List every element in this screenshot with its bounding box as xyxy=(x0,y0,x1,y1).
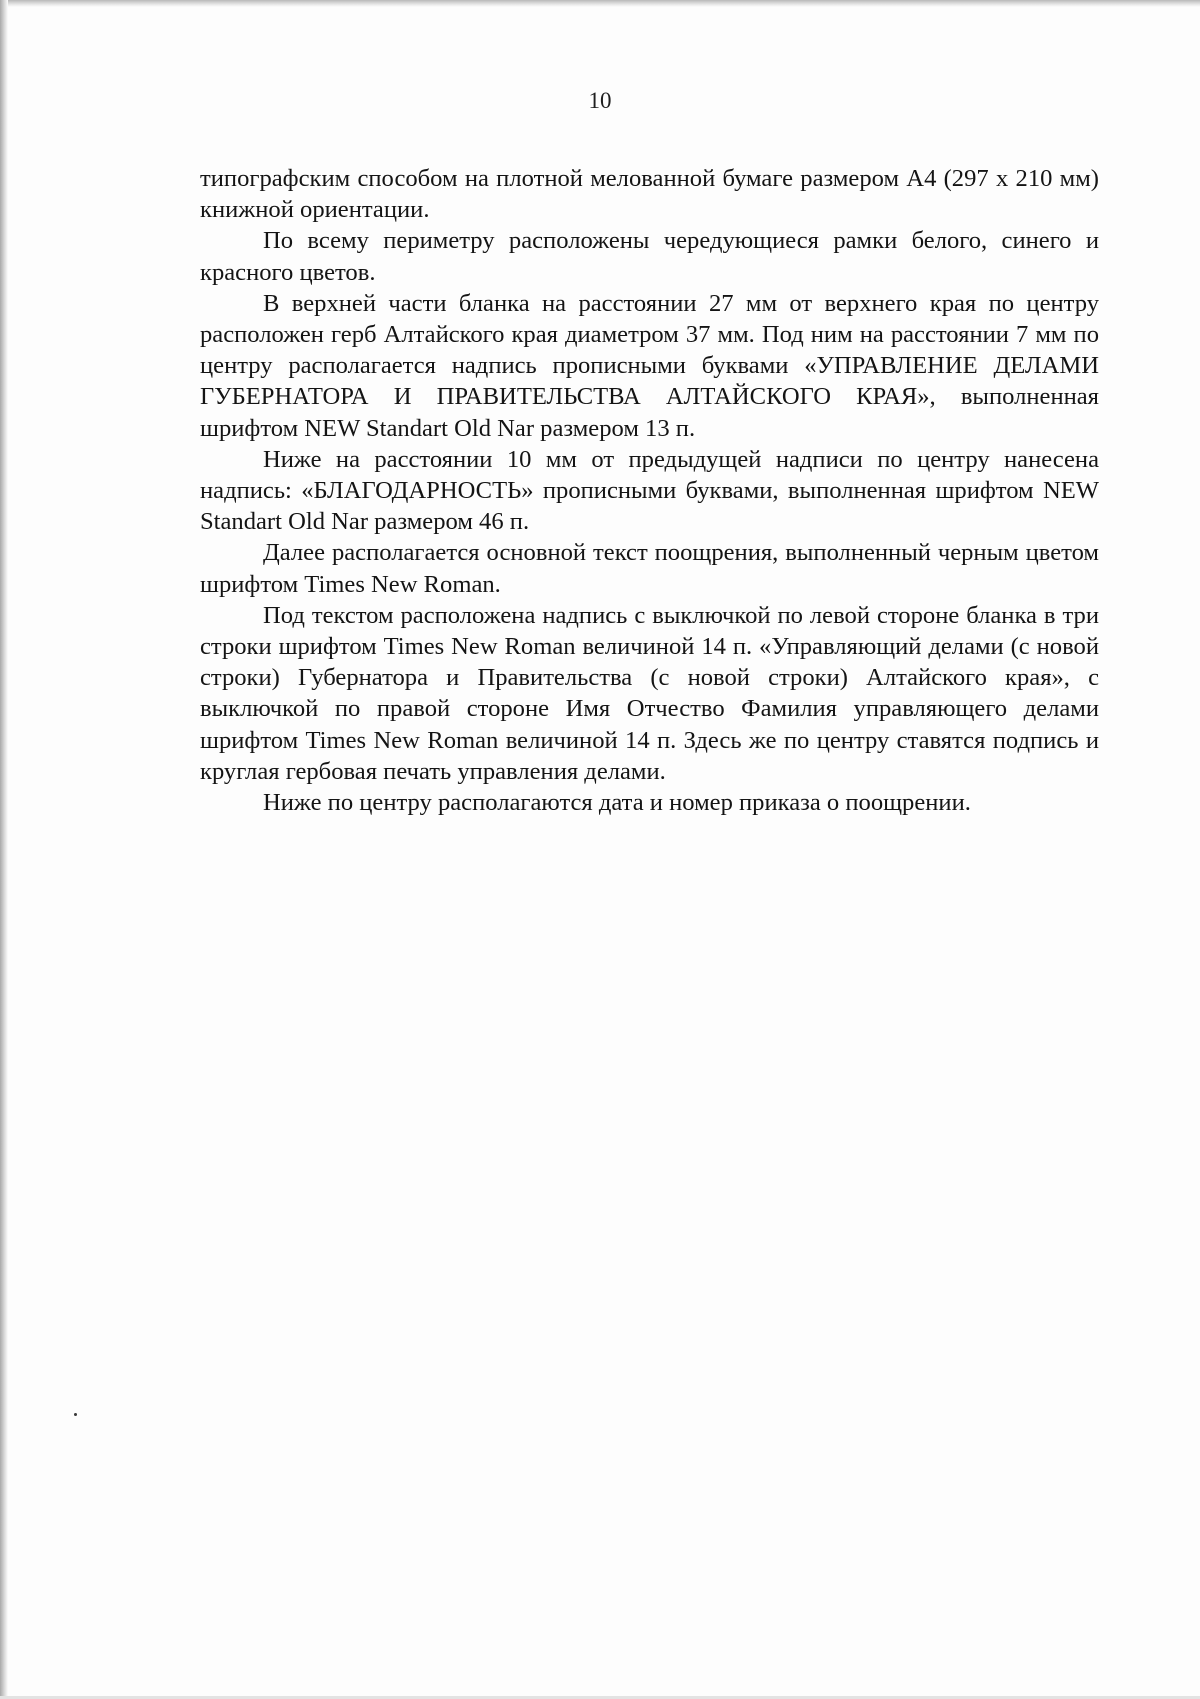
paragraph-signature: Под текстом расположена надпись с выключкой по левой стороне бланка в три строки шрифтом Times New Roman величиной 14 п. «Управляющий делами (с новой строки) Губернатора и Правительства (с новой строки) Алтайского края», с выключкой по правой стороне Имя Отчество Фамилия управляющего делами шрифтом Times New Roman величиной 14 п. Здесь же по центру ставятся подпись и круглая гербовая печать управления делами. xyxy=(200,601,1099,785)
paragraph-title: Ниже на расстоянии 10 мм от предыдущей надписи по центру нанесена надпись: «БЛАГОДАРНОСТЬ» прописными буквами, выполненная шрифтом NEW Standart Old Nar размером 46 п. xyxy=(200,445,1099,536)
paragraph-main-text: Далее располагается основной текст поощрения, выполненный черным цветом шрифтом Times New Roman. xyxy=(200,539,1099,598)
scan-edge-top xyxy=(0,0,1200,7)
body-text xyxy=(200,163,1099,818)
paragraph-frame: По всему периметру расположены чередующиеся рамки белого, синего и красного цветов. xyxy=(200,227,1099,286)
paragraph-header: В верхней части бланка на расстоянии 27 мм от верхнего края по центру расположен герб Алтайского края диаметром 37 мм. Под ним на расстоянии 7 мм по центру располагается надпись прописными буквами «УПРАВЛЕНИЕ ДЕЛАМИ ГУБЕРНАТОРА И ПРАВИТЕЛЬСТВА АЛТАЙСКОГО КРАЯ», выполненная шрифтом NEW Standart Old Nar размером 13 п. xyxy=(200,289,1099,442)
paragraph-date: Ниже по центру располагаются дата и номер приказа о поощрении. xyxy=(263,789,971,817)
scan-edge-left xyxy=(0,0,8,1699)
page-number: 10 xyxy=(588,88,612,113)
scan-speck xyxy=(74,1413,77,1416)
paragraph-continuation: типографским способом на плотной мелованной бумаге размером А4 (297 x 210 мм) книжной ориентации. xyxy=(200,165,1099,224)
